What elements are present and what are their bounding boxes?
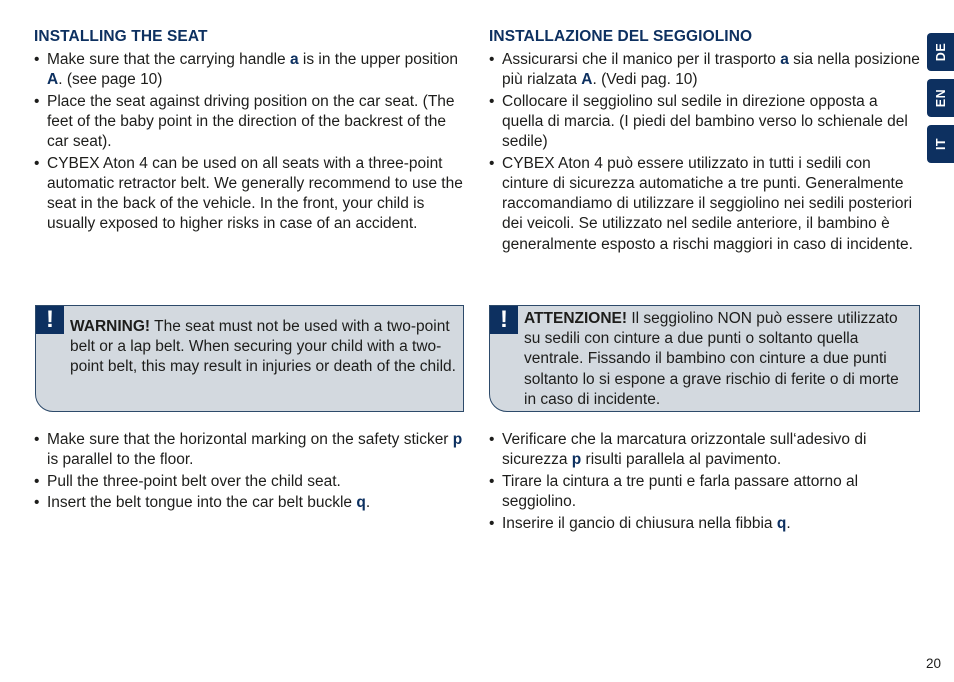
position-reference: A: [581, 71, 593, 89]
part-reference: p: [571, 451, 582, 469]
part-reference: q: [776, 514, 787, 532]
italian-column: [489, 27, 921, 256]
steps-it: [489, 430, 921, 535]
part-reference: a: [289, 51, 299, 68]
warning-text-it: ATTENZIONE! Il seggiolino NON può essere utilizzato su sedili con cinture a due punti o soltanto quella ventrale. Fissando il bambino con cinture a due punti soltanto lo si espone a grave rischio di ferite o di morte in caso di incidente.: [524, 310, 899, 408]
section-heading-it: INSTALLAZIONE DEL SEGGIOLINO: [489, 28, 753, 45]
list-item: • Assicurarsi che il manico per il trasporto a sia nella posizione più rialzata A. (Vedi pag. 10): [489, 51, 920, 89]
language-tabs: [927, 33, 954, 171]
list-item: • Verificare che la marcatura orizzontale sull‘adesivo di sicurezza p risulti parallela al pavimento.: [489, 431, 867, 469]
list-item: • CYBEX Aton 4 can be used on all seats with a three-point automatic retractor belt. We generally recommend to use the seat in the back of the vehicle. In the front, your child is usually exposed to higher risks in case of an accident.: [34, 154, 463, 233]
bullet-list-en-2: [34, 430, 466, 514]
warning-label: ATTENZIONE!: [524, 310, 628, 327]
tab-it[interactable]: IT: [927, 125, 954, 163]
bullet: •: [489, 51, 495, 68]
list-item: • Insert the belt tongue into the car belt buckle q.: [34, 493, 466, 513]
list-item: • Collocare il seggiolino sul sedile in direzione opposta a quella di marcia. (I piedi del bambino verso lo schienale del sedile): [489, 92, 908, 151]
warning-text-en: WARNING! The seat must not be used with a two-point belt or a lap belt. When securing your child with a two-point belt, this may result in injuries or death of the child.: [70, 318, 456, 376]
warning-label: WARNING!: [70, 318, 151, 335]
bullet: •: [34, 51, 40, 68]
bullet: •: [34, 472, 40, 490]
list-item: • Make sure that the carrying handle a is in the upper position A. (see page 10): [34, 51, 458, 89]
bullet-list-it-1: [489, 50, 921, 255]
english-column: [34, 27, 466, 236]
section-heading-en: INSTALLING THE SEAT: [34, 28, 208, 45]
list-item: • Tirare la cintura a tre punti e farla passare attorno al seggiolino.: [489, 472, 859, 510]
part-reference: p: [452, 431, 463, 448]
list-item: • Place the seat against driving position on the car seat. (The feet of the baby point in the direction of the backrest of the car seat).: [34, 92, 455, 151]
tab-en[interactable]: EN: [927, 79, 954, 117]
bullet: •: [489, 154, 495, 172]
warning-box-it: [489, 305, 920, 412]
list-item: • Pull the three-point belt over the child seat.: [34, 472, 466, 492]
steps-en: [34, 430, 466, 515]
bullet: •: [489, 92, 495, 110]
bullet: •: [34, 431, 40, 448]
bullet: •: [489, 472, 495, 490]
warning-box-en: [35, 305, 464, 412]
bullet-list-en-1: [34, 50, 466, 235]
page-number: 20: [925, 656, 941, 671]
position-reference: A: [47, 71, 59, 89]
bullet: •: [489, 431, 495, 448]
list-item: • CYBEX Aton 4 può essere utilizzato in tutti i sedili con cinture di sicurezza automatiche a tre punti. Generalmente raccomandiamo di utilizzare il seggiolino nei sedili posteriori dei veicoli. Se utilizzato nel sedile anteriore, il bambino è generalmente esposto a rischi maggiori in caso di incidente.: [489, 154, 913, 253]
exclamation-icon: !: [36, 306, 64, 334]
part-reference: q: [356, 494, 366, 512]
exclamation-icon: !: [490, 306, 518, 334]
list-item: • Inserire il gancio di chiusura nella fibbia q.: [489, 514, 921, 534]
bullet-list-it-2: [489, 430, 921, 534]
bullet: •: [34, 494, 40, 512]
tab-de[interactable]: DE: [927, 33, 954, 71]
bullet: •: [34, 92, 40, 110]
list-item: • Make sure that the horizontal marking on the safety sticker p is parallel to the floor.: [34, 431, 463, 469]
part-reference: a: [780, 51, 789, 68]
bullet: •: [34, 154, 40, 172]
bullet: •: [489, 514, 495, 532]
